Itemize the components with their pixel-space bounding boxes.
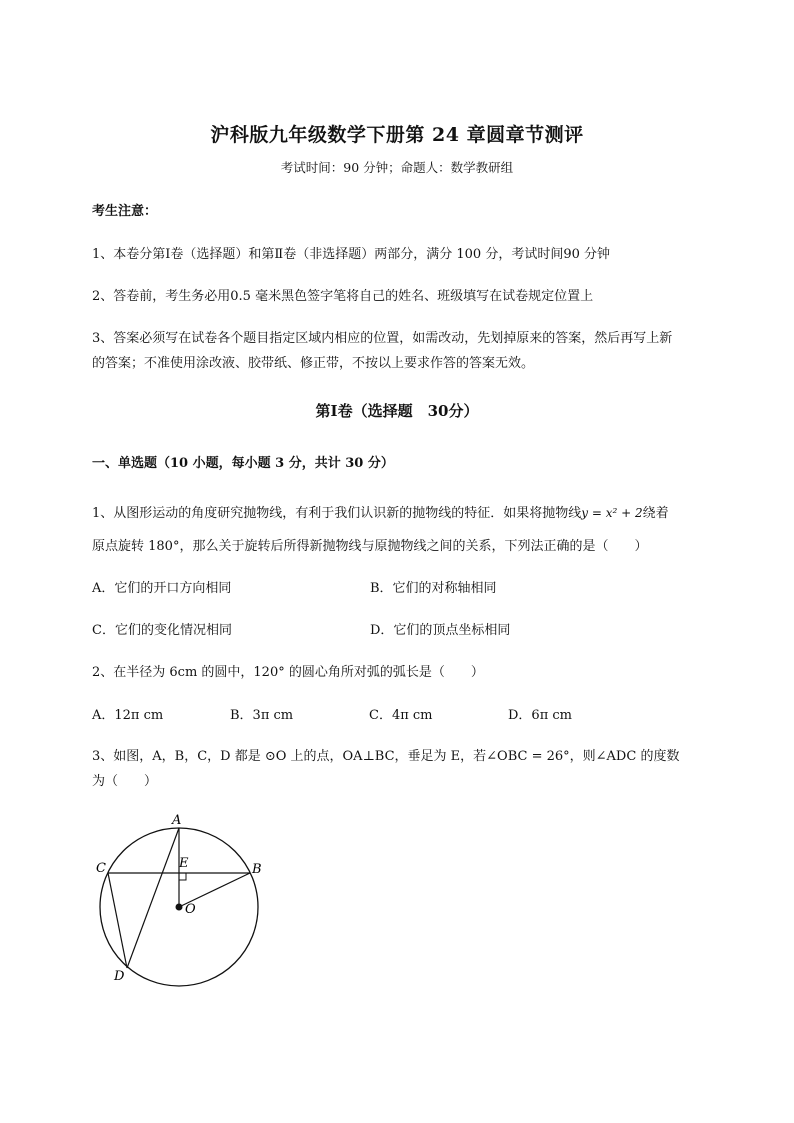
notice-item-3: 3、答案必须写在试卷各个题目指定区域内相应的位置，如需改动，先划掉原来的答案，然后再写上新 xyxy=(92,331,673,346)
notice-item-1: 1、本卷分第Ⅰ卷（选择题）和第Ⅱ卷（非选择题）两部分，满分 100 分，考试时间90 分钟 xyxy=(92,247,610,262)
circle-figure xyxy=(90,805,280,995)
question-1-option-d: D．它们的顶点坐标相同 xyxy=(370,623,511,638)
section-title: 第Ⅰ卷（选择题 30分） xyxy=(315,402,479,420)
question-3-line-2: 为（ ） xyxy=(92,774,158,789)
label-c: C xyxy=(96,861,106,876)
question-1-option-c: C．它们的变化情况相同 xyxy=(92,623,232,638)
subsection-title: 一、单选题（10 小题，每小题 3 分，共计 30 分） xyxy=(92,456,394,471)
question-1-line-1 xyxy=(92,502,669,521)
question-2-option-d: D．6π cm xyxy=(508,708,572,723)
question-2-option-c: C．4π cm xyxy=(369,708,433,723)
label-a: A xyxy=(172,813,182,828)
question-1-text-end: 绕着 xyxy=(642,506,669,521)
question-3-line-1: 3、如图，A，B，C，D 都是 ⊙O 上的点，OA⊥BC，垂足为 E，若∠OBC = 26°，则∠ADC 的度数 xyxy=(92,749,680,764)
question-1-text: 1、从图形运动的角度研究抛物线，有利于我们认识新的抛物线的特征．如果将抛物线 xyxy=(92,506,582,521)
notice-item-2: 2、答卷前，考生务必用0.5 毫米黑色签字笔将自己的姓名、班级填写在试卷规定位置上 xyxy=(92,289,594,304)
segment-cd xyxy=(108,873,127,968)
notice-heading: 考生注意： xyxy=(92,204,158,219)
center-point-o xyxy=(176,904,183,911)
page-title: 沪科版九年级数学下册第 24 章圆章节测评 xyxy=(210,124,584,146)
question-1-formula: y = x² + 2 xyxy=(581,506,643,520)
right-angle-mark xyxy=(179,873,186,880)
question-2-option-b: B．3π cm xyxy=(230,708,294,723)
notice-item-3-cont: 的答案；不准使用涂改液、胶带纸、修正带，不按以上要求作答的答案无效。 xyxy=(92,356,535,371)
question-2-option-a: A．12π cm xyxy=(92,708,164,723)
label-b: B xyxy=(252,862,262,877)
segment-ad xyxy=(127,828,179,968)
question-1-option-a: A．它们的开口方向相同 xyxy=(92,581,232,596)
question-1-option-b: B．它们的对称轴相同 xyxy=(370,581,497,596)
question-2-stem: 2、在半径为 6cm 的圆中，120° 的圆心角所对弧的弧长是（ ） xyxy=(92,665,484,680)
label-e: E xyxy=(179,856,189,871)
label-o: O xyxy=(185,902,196,917)
label-d: D xyxy=(114,969,125,984)
exam-info: 考试时间：90 分钟；命题人：数学教研组 xyxy=(280,160,514,175)
question-1-line-2: 原点旋转 180°，那么关于旋转后所得新抛物线与原抛物线之间的关系，下列法正确的是（ ） xyxy=(92,539,648,554)
